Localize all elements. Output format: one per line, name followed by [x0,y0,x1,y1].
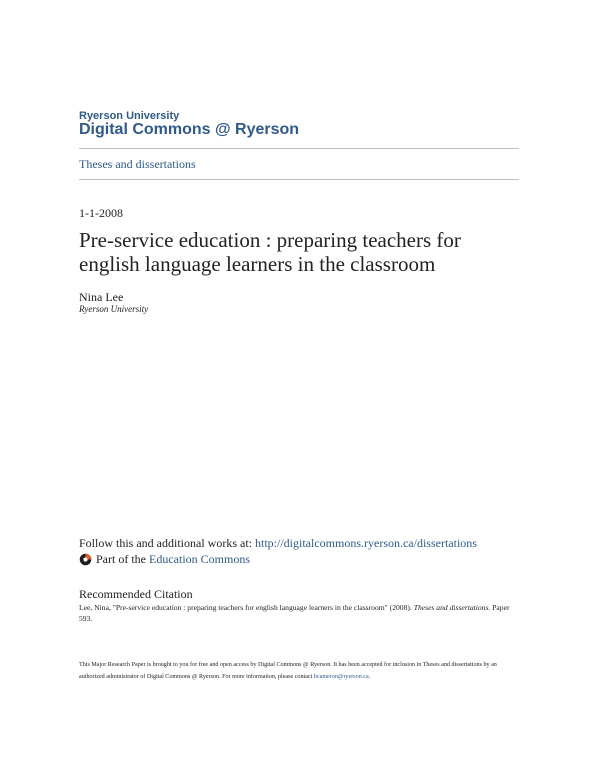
title-line-2: english language learners in the classroom [79,252,436,276]
citation-series: Theses and dissertations. [413,603,491,612]
author-name: Nina Lee [79,290,124,304]
commons-logo-icon [79,553,92,566]
publication-date: 1-1-2008 [79,206,123,220]
partof-prefix: Part of the [96,552,146,566]
title-line-1: Pre-service education : preparing teachers for [79,228,461,252]
citation-main: Lee, Nina, "Pre-service education : preparing teachers for english language learners in the classroom" (2008). [79,603,414,612]
citation-text [79,602,524,624]
access-statement [79,659,524,683]
access-statement-text: This Major Research Paper is brought to you for free and open access by Digital Commons @ Ryerson. It has been accepted for inclusion in Theses and dissertations by an authorized administrator of Digital Commons @ Ryerson. For more information, please contact [79,662,497,680]
citation-paper-number: Paper 593. [79,603,510,623]
divider-bottom [79,179,519,180]
author-affiliation: Ryerson University [79,304,149,314]
institution-name[interactable]: Ryerson University [79,110,180,122]
follow-line [79,536,477,551]
collection-link[interactable]: Theses and dissertations [79,157,196,171]
access-statement-period: . [368,674,371,680]
follow-url-link[interactable]: http://digitalcommons.ryerson.ca/dissertations [255,536,477,550]
paper-title [79,228,509,276]
education-commons-link[interactable]: Education Commons [149,552,250,566]
contact-email-link[interactable]: bcameron@ryerson.ca [313,674,369,680]
follow-prefix: Follow this and additional works at: [79,536,255,550]
part-of-line [79,552,250,567]
repository-name[interactable]: Digital Commons @ Ryerson [79,121,300,138]
divider-top [79,148,519,149]
recommended-citation-heading: Recommended Citation [79,587,193,601]
